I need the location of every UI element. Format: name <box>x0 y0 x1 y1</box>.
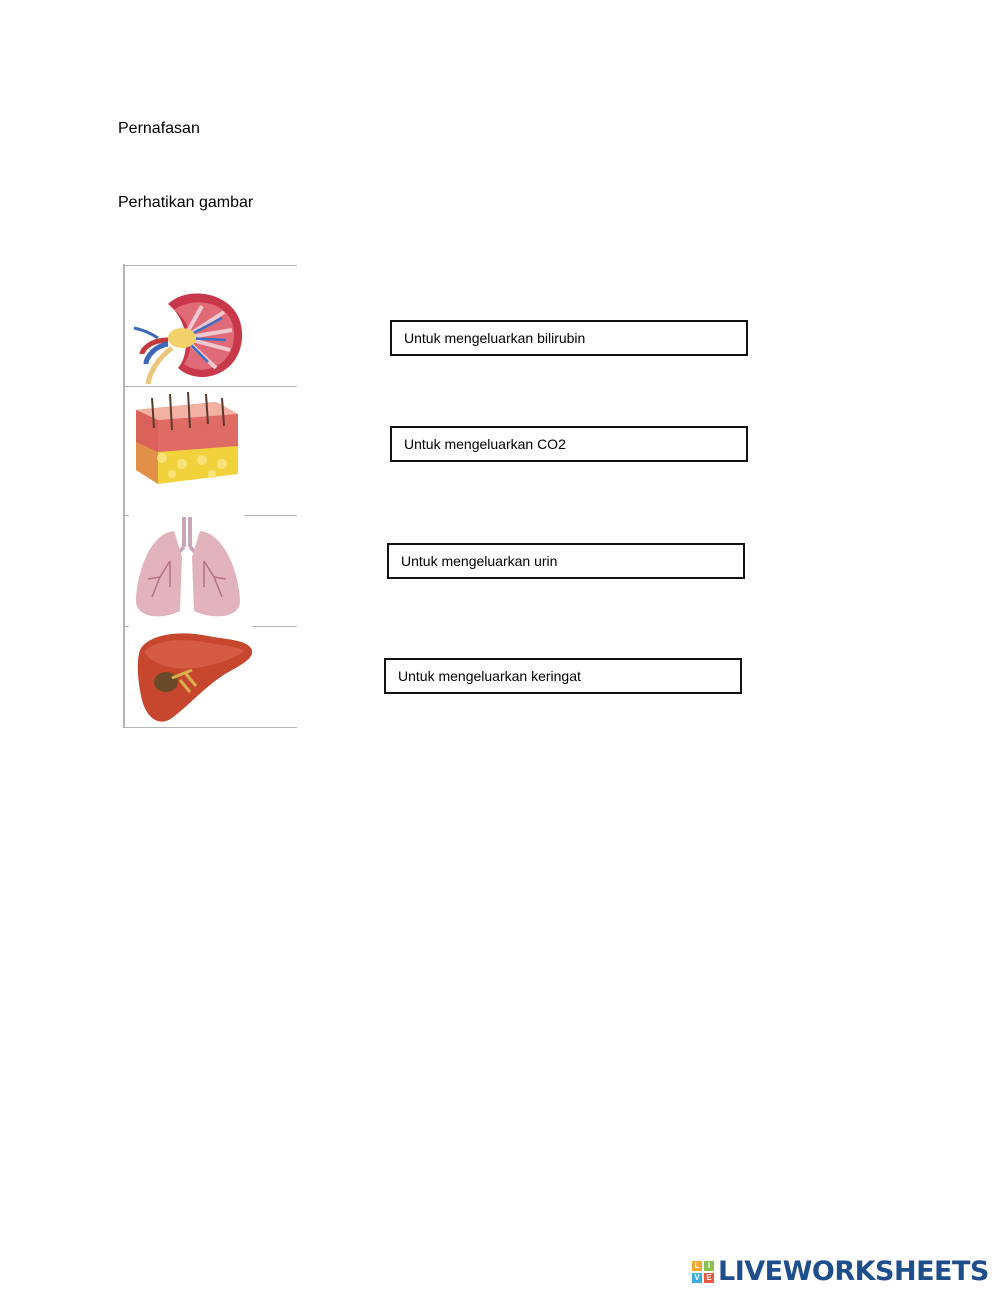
skin-icon <box>132 388 242 490</box>
logo-letter: V <box>692 1273 702 1283</box>
image-frame-divider <box>123 515 129 516</box>
liveworksheets-brand <box>692 1256 989 1287</box>
liveworksheets-logo-icon <box>692 1261 714 1283</box>
instruction-text: Perhatikan gambar <box>118 194 254 211</box>
image-frame-divider <box>244 515 297 516</box>
logo-letter: I <box>704 1261 714 1271</box>
image-frame-left <box>123 264 125 728</box>
image-frame-divider <box>252 626 297 627</box>
answer-box-keringat[interactable]: Untuk mengeluarkan keringat <box>384 658 742 694</box>
answer-box-co2[interactable]: Untuk mengeluarkan CO2 <box>390 426 748 462</box>
lungs-icon <box>130 517 244 623</box>
image-frame-bottom <box>123 727 297 728</box>
logo-letter: E <box>704 1273 714 1283</box>
liver-icon <box>134 630 254 724</box>
page-title: Pernafasan <box>118 120 200 137</box>
image-frame-divider <box>123 386 297 387</box>
image-frame-top <box>123 265 297 266</box>
answer-box-urin[interactable]: Untuk mengeluarkan urin <box>387 543 745 579</box>
brand-name: LIVEWORKSHEETS <box>718 1256 989 1287</box>
answer-box-bilirubin[interactable]: Untuk mengeluarkan bilirubin <box>390 320 748 356</box>
logo-letter: L <box>692 1261 702 1271</box>
image-frame-divider <box>123 626 129 627</box>
kidney-icon <box>128 288 248 386</box>
